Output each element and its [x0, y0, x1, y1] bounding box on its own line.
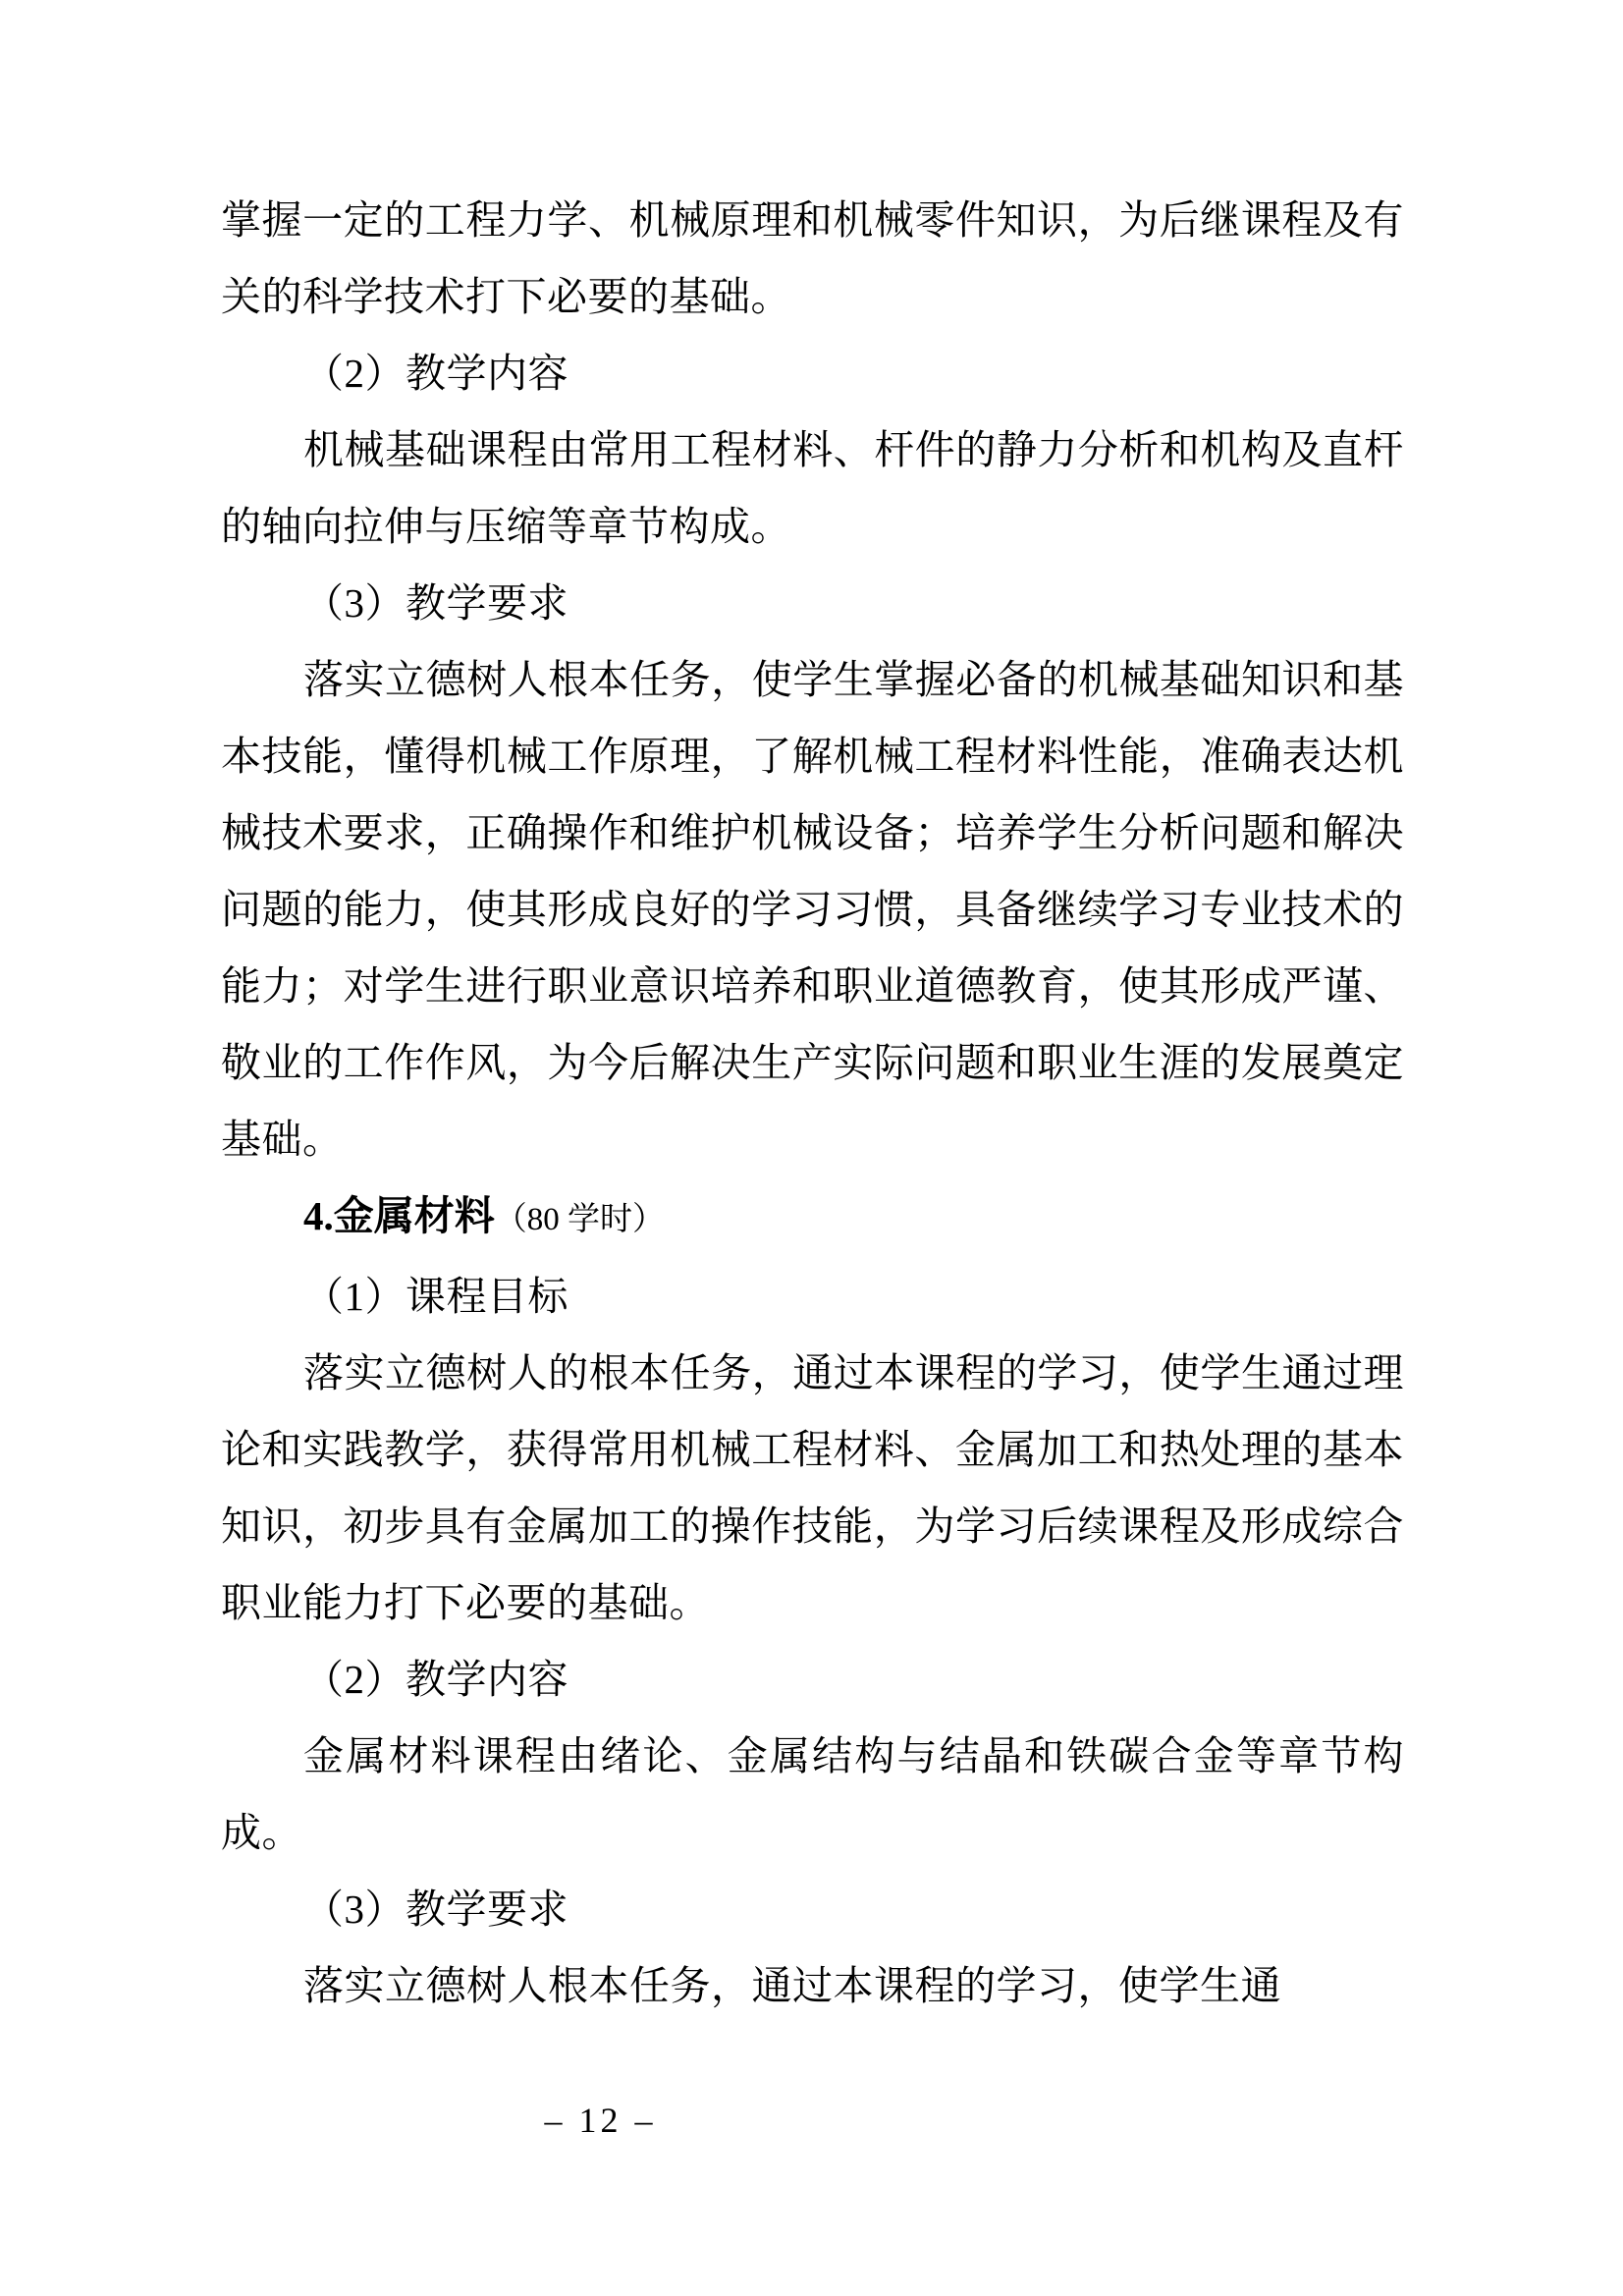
page-content — [221, 182, 1404, 2024]
paragraph: 掌握一定的工程力学、机械原理和机械零件知识，为后继课程及有关的科学技术打下必要的基础。 — [221, 197, 1404, 319]
paragraph: （2）教学内容 — [303, 1657, 568, 1702]
page-number: – 12 – — [544, 2101, 657, 2140]
paragraph: （3）教学要求 — [303, 580, 568, 626]
paragraph: 金属材料课程由绪论、金属结构与结晶和铁碳合金等章节构成。 — [221, 1733, 1404, 1855]
paragraph: 落实立德树人根本任务，使学生掌握必备的机械基础知识和基本技能，懂得机械工作原理，了解机械工程材料性能，准确表达机械技术要求，正确操作和维护机械设备；培养学生分析问题和解决问题的能力，使其形成良好的学习习惯，具备继续学习专业技术的能力；对学生进行职业意识培养和职业道德教育，使其形成严谨、敬业的工作作风，为今后解决生产实际问题和职业生涯的发展奠定基础。 — [221, 657, 1404, 1162]
paragraph: 机械基础课程由常用工程材料、杆件的静力分析和机构及直杆的轴向拉伸与压缩等章节构成。 — [221, 427, 1404, 549]
paragraph: （3）教学要求 — [303, 1886, 568, 1932]
paragraph: 落实立德树人根本任务，通过本课程的学习，使学生通 — [303, 1963, 1281, 2008]
paragraph: 落实立德树人的根本任务，通过本课程的学习，使学生通过理论和实践教学，获得常用机械工程材料、金属加工和热处理的基本知识，初步具有金属加工的操作技能，为学习后续课程及形成综合职业能力打下必要的基础。 — [221, 1350, 1404, 1625]
paragraph: （1）课程目标 — [303, 1274, 568, 1319]
paragraph: （2）教学内容 — [303, 351, 568, 396]
section-heading-title: 4.金属材料 — [303, 1193, 495, 1238]
page-footer — [0, 2100, 1623, 2141]
section-heading-hours: （80 学时） — [494, 1202, 665, 1237]
section-heading — [221, 1177, 1404, 1258]
